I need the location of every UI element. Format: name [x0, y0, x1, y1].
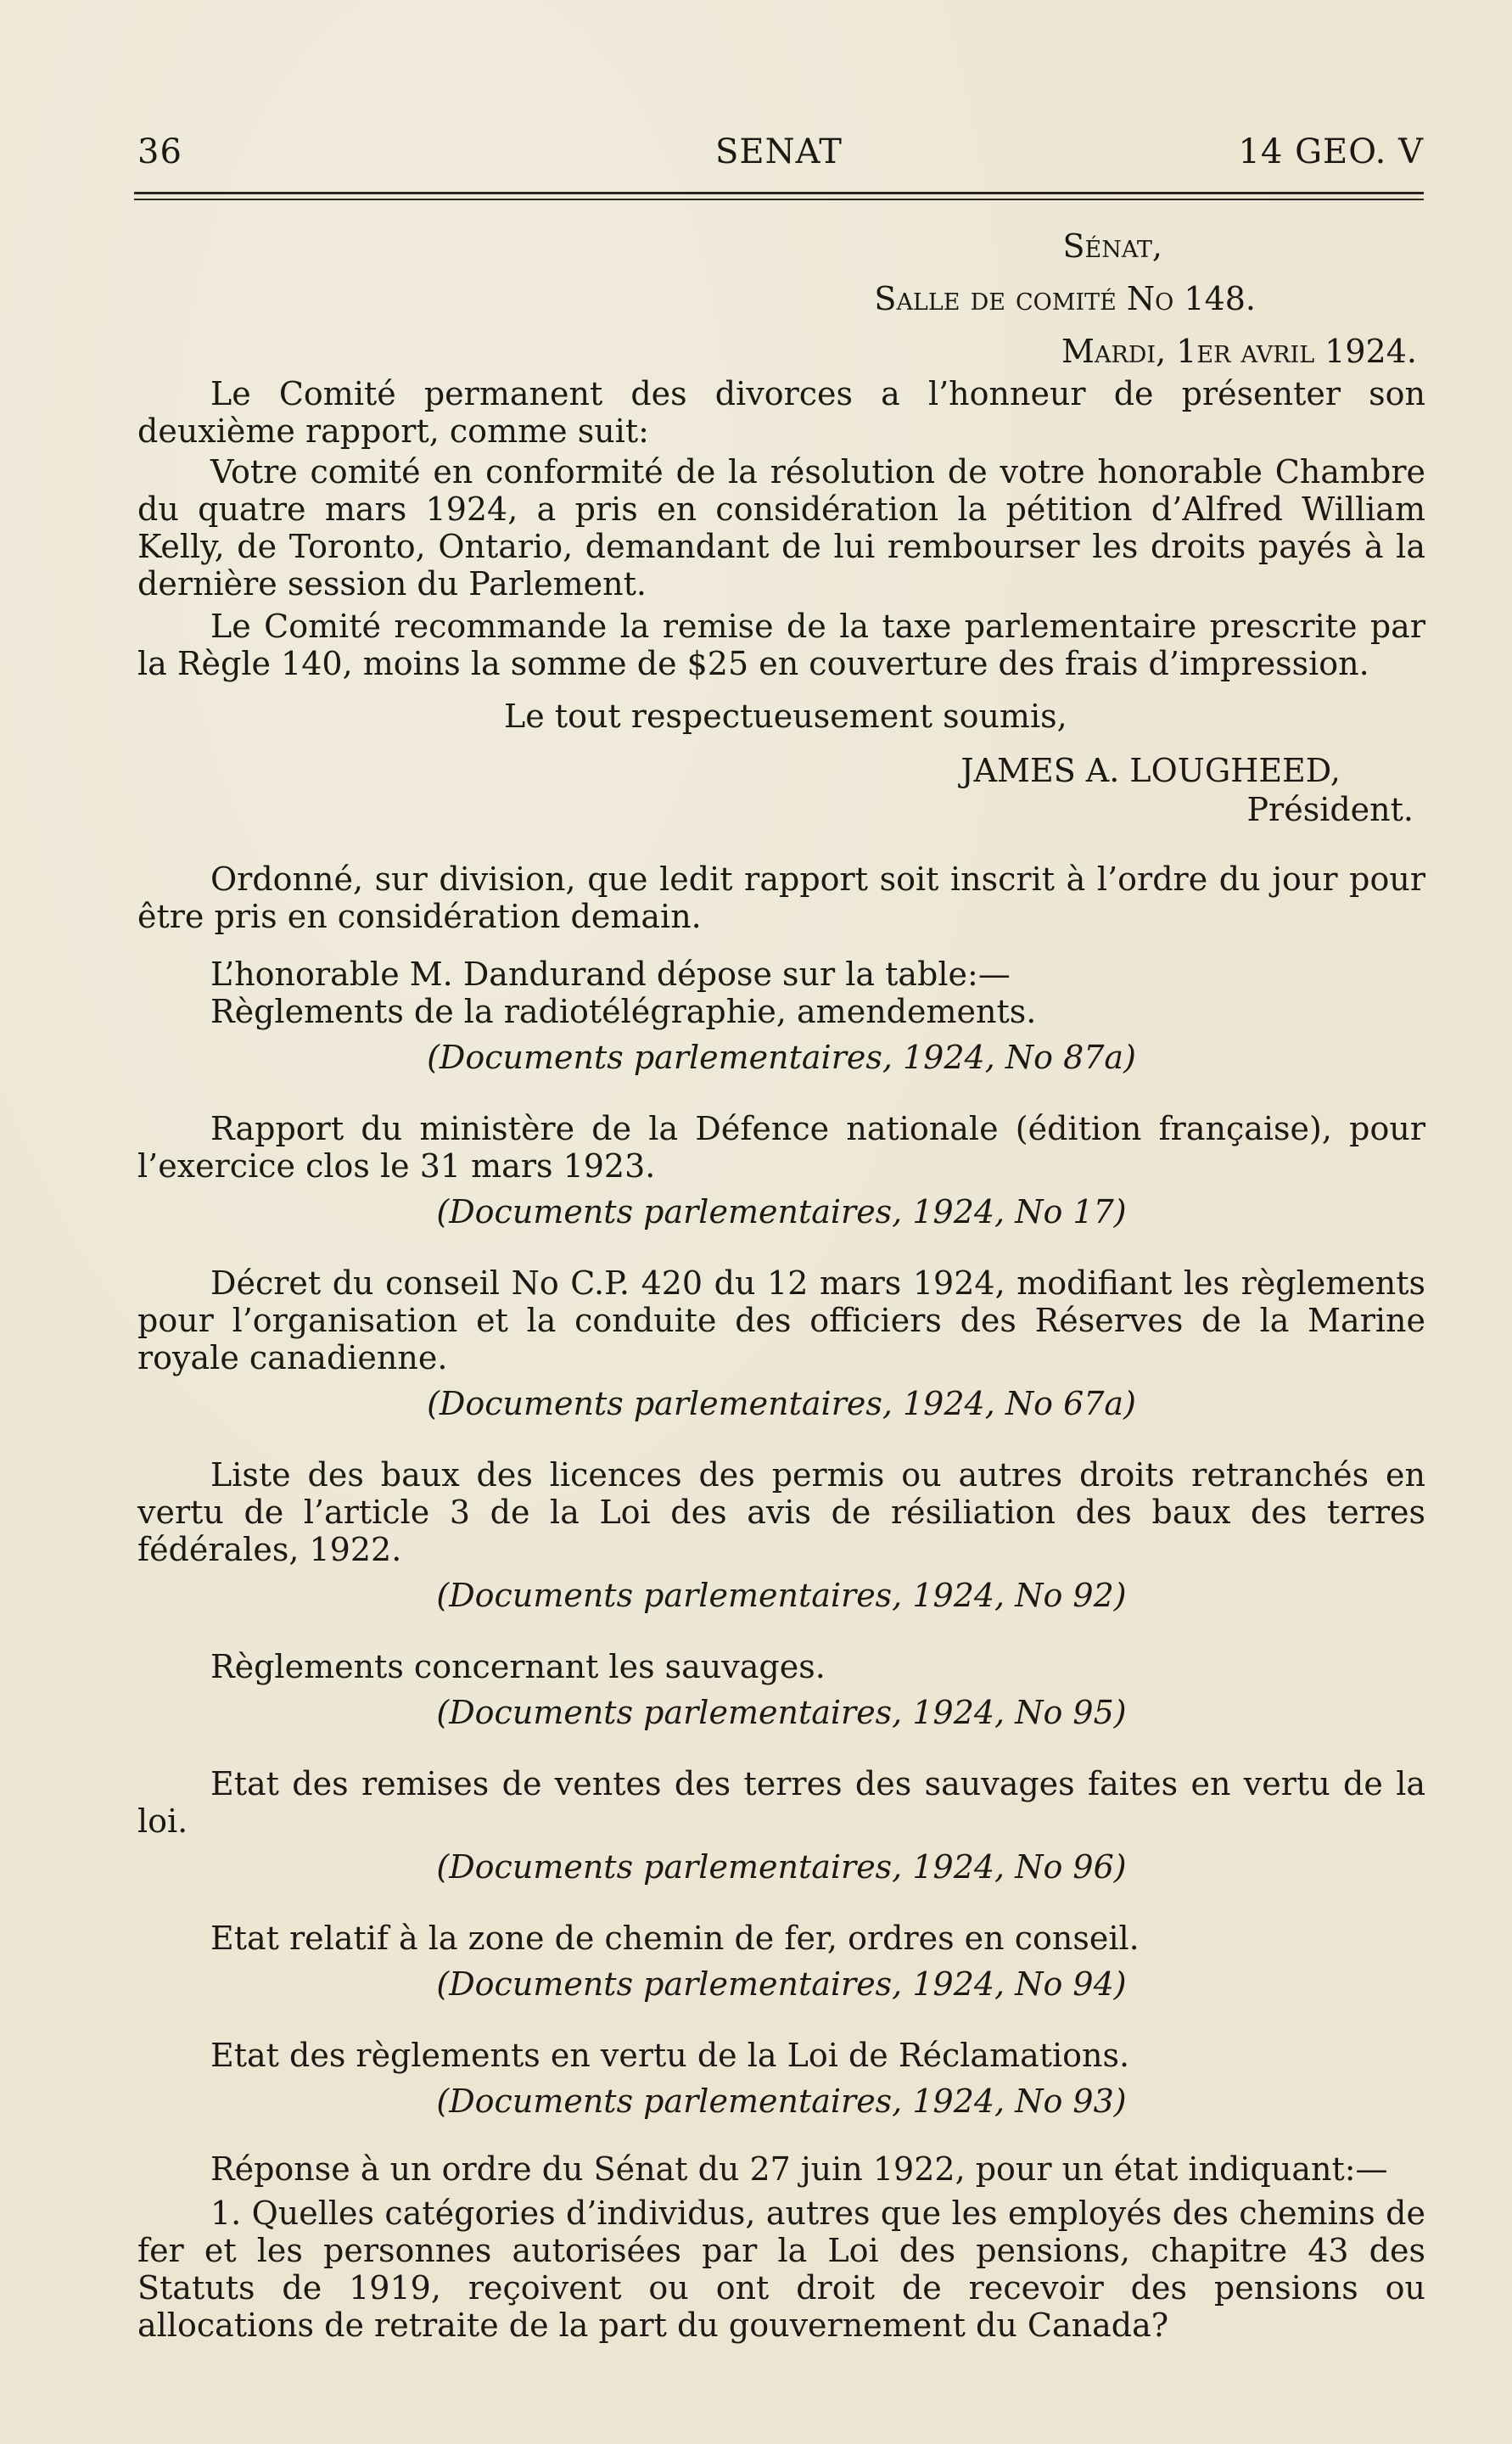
- document-reference: (Documents parlementaires, 1924, No 17): [436, 1193, 1127, 1230]
- report-place-senate: Sénat,: [1062, 227, 1162, 265]
- document-reference: (Documents parlementaires, 1924, No 96): [436, 1848, 1127, 1886]
- document-entry: Etat des règlements en vertu de la Loi de Réclamations.: [210, 2037, 1130, 2074]
- document-entry: Etat relatif à la zone de chemin de fer, ordres en conseil.: [210, 1920, 1140, 1957]
- response-intro: Réponse à un ordre du Sénat du 27 juin 1922, pour un état indiquant:—: [210, 2150, 1388, 2188]
- document-reference: (Documents parlementaires, 1924, No 87a): [427, 1039, 1136, 1076]
- report-signer-title: Président.: [1246, 791, 1414, 828]
- running-title: SENAT: [715, 132, 843, 171]
- document-entry: Liste des baux des licences des permis ou autres droits retranchés en vertu de l’article 3 de la Loi des avis de résiliation des baux des terres fédérales, 1922.: [137, 1456, 1425, 1568]
- document-entry: Décret du conseil No C.P. 420 du 12 mars 1924, modifiant les règlements pour l’organisation et la conduite des officiers des Réserves de la Marine royale canadienne.: [137, 1264, 1425, 1376]
- question-1: 1. Quelles catégories d’individus, autres que les employés des chemins de fer et les personnes autorisées par la Loi des pensions, chapitre 43 des Statuts de 1919, reçoivent ou ont droit de recevoir des pensions ou allocations de retraite de la part du gouvernement du Canada?: [137, 2195, 1425, 2344]
- report-place-room: Salle de comité No 148.: [874, 280, 1256, 317]
- running-header: [134, 124, 1424, 175]
- regnal-year: 14 GEO. V: [1238, 132, 1424, 171]
- tabling-intro: L’honorable M. Dandurand dépose sur la table:—: [210, 956, 1011, 993]
- report-signer: JAMES A. LOUGHEED,: [960, 752, 1341, 789]
- header-rule-thick: [134, 192, 1424, 194]
- document-entry: Rapport du ministère de la Défence nationale (édition française), pour l’exercice clos le 31 mars 1923.: [137, 1110, 1425, 1185]
- document-reference: (Documents parlementaires, 1924, No 94): [436, 1965, 1127, 2003]
- document-reference: (Documents parlementaires, 1924, No 92): [436, 1577, 1127, 1614]
- document-entry: Etat des remises de ventes des terres des sauvages faites en vertu de la loi.: [137, 1765, 1425, 1840]
- document-entry: Règlements concernant les sauvages.: [210, 1648, 826, 1685]
- order-paragraph: Ordonné, sur division, que ledit rapport soit inscrit à l’ordre du jour pour être pris en considération demain.: [137, 860, 1425, 935]
- report-paragraph-2: Le Comité recommande la remise de la taxe parlementaire prescrite par la Règle 140, moins la somme de $25 en couverture des frais d’impression.: [137, 608, 1425, 682]
- report-closing: Le tout respectueusement soumis,: [504, 698, 1067, 735]
- header-rule-thin: [134, 199, 1424, 200]
- document-entry: Règlements de la radiotélégraphie, amendements.: [210, 993, 1037, 1030]
- document-reference: (Documents parlementaires, 1924, No 93): [436, 2082, 1127, 2120]
- document-reference: (Documents parlementaires, 1924, No 67a): [427, 1385, 1136, 1422]
- page-number: 36: [137, 132, 182, 171]
- document-reference: (Documents parlementaires, 1924, No 95): [436, 1694, 1127, 1731]
- page-body: [137, 227, 1425, 2344]
- report-intro: Le Comité permanent des divorces a l’honneur de présenter son deuxième rapport, comme suit:: [137, 375, 1425, 450]
- report-paragraph-1: Votre comité en conformité de la résolution de votre honorable Chambre du quatre mars 1924, a pris en considération la pétition d’Alfred William Kelly, de Toronto, Ontario, demandant de lui rembourser les droits payés à la dernière session du Parlement.: [137, 453, 1425, 603]
- report-date: Mardi, 1er avril 1924.: [1061, 333, 1417, 370]
